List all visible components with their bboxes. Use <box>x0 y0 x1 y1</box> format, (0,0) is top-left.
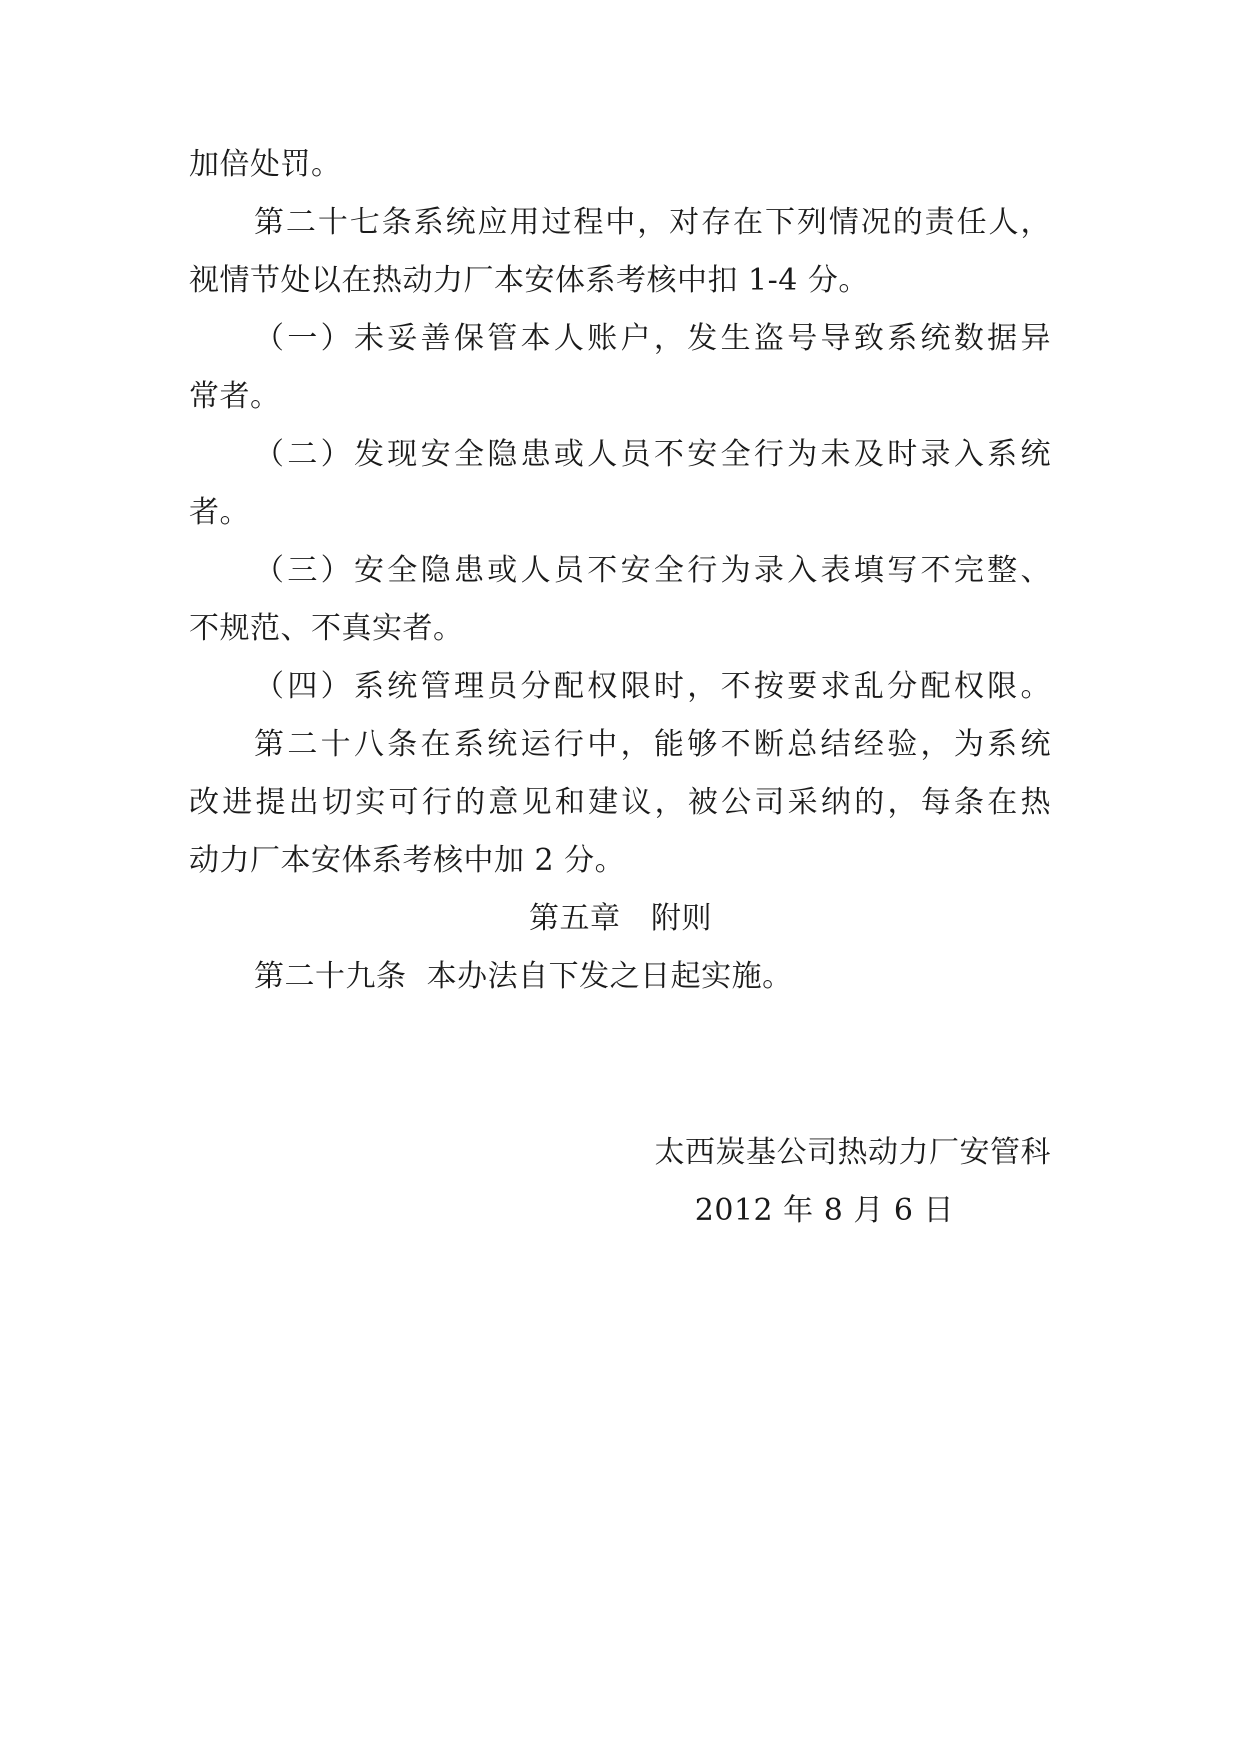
article-28-line-1: 第二十八条在系统运行中，能够不断总结经验，为系统 <box>254 727 1051 762</box>
signature-org: 太西炭基公司热动力厂安管科 <box>654 1135 1051 1170</box>
article-28-line-3: 动力厂本安体系考核中加 2 分。 <box>189 843 626 878</box>
article-27-line-2: 视情节处以在热动力厂本安体系考核中扣 1-4 分。 <box>189 263 869 298</box>
item-3-line-2: 不规范、不真实者。 <box>189 611 464 646</box>
text-line: 加倍处罚。 <box>189 147 342 182</box>
item-2-line-2: 者。 <box>189 495 250 530</box>
item-1-line-1: （一）未妥善保管本人账户，发生盗号导致系统数据异 <box>254 321 1051 356</box>
article-29: 第二十九条 本办法自下发之日起实施。 <box>254 959 793 994</box>
article-27-line-1: 第二十七条系统应用过程中，对存在下列情况的责任人， <box>254 205 1051 240</box>
item-3-line-1: （三）安全隐患或人员不安全行为录入表填写不完整、 <box>254 553 1051 588</box>
chapter-heading: 第五章 附则 <box>529 901 712 936</box>
article-28-line-2: 改进提出切实可行的意见和建议，被公司采纳的，每条在热 <box>189 785 1051 820</box>
item-2-line-1: （二）发现安全隐患或人员不安全行为未及时录入系统 <box>254 437 1051 472</box>
item-1-line-2: 常者。 <box>189 379 281 414</box>
signature-date: 2012 年 8 月 6 日 <box>694 1193 954 1228</box>
item-4-line-1: （四）系统管理员分配权限时，不按要求乱分配权限。 <box>254 669 1051 704</box>
